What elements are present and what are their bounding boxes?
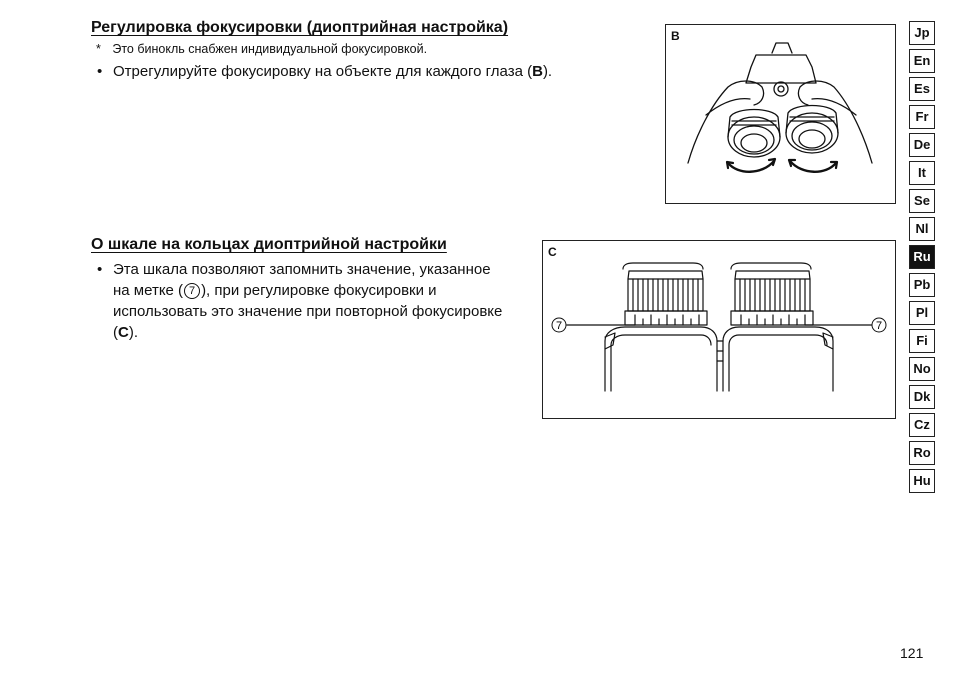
callout-right: 7	[875, 320, 883, 332]
figure-reference: B	[532, 63, 543, 80]
binocular-eyepieces-illustration	[543, 241, 895, 418]
callout-marker: 7	[184, 283, 200, 299]
tab-language-no[interactable]: No	[909, 357, 935, 381]
figure-c-diopter-scale	[542, 240, 896, 419]
bullet-text-end: ).	[128, 324, 139, 341]
figure-b-binocular-adjustment	[665, 24, 896, 204]
section-heading-focus: Регулировка фокусировки (диоптрийная настройка)	[91, 19, 509, 36]
tab-language-se[interactable]: Se	[909, 189, 935, 213]
tab-language-ru[interactable]: Ru	[909, 245, 935, 269]
bullet-text: Эта шкала позволяют запомнить значение, указанное на метке (	[113, 261, 491, 299]
callout-left: 7	[555, 320, 563, 332]
binocular-hands-illustration	[666, 25, 895, 203]
tab-language-es[interactable]: Es	[909, 77, 935, 101]
tab-language-fi[interactable]: Fi	[909, 329, 935, 353]
language-tabs	[909, 21, 935, 497]
tab-language-en[interactable]: En	[909, 49, 935, 73]
bullet-text: Отрегулируйте фокусировку на объекте для каждого глаза (	[113, 63, 533, 80]
tab-language-pb[interactable]: Pb	[909, 273, 935, 297]
bullet-text-end: ).	[542, 63, 553, 80]
tab-language-nl[interactable]: Nl	[909, 217, 935, 241]
tab-language-jp[interactable]: Jp	[909, 21, 935, 45]
bullet-item-scale: • Эта шкала позволяют запомнить значение, указанное на метке ( 7 ), при регулировке фокусировки и использовать это значение при повторной фокусировке (C).	[97, 261, 503, 341]
figure-label: B	[671, 29, 680, 43]
tab-language-de[interactable]: De	[909, 133, 935, 157]
section-heading-diopter-scale: О шкале на кольцах диоптрийной настройки	[91, 236, 447, 253]
tab-language-cz[interactable]: Cz	[909, 413, 935, 437]
tab-language-dk[interactable]: Dk	[909, 385, 935, 409]
figure-label: C	[548, 245, 557, 259]
note-marker: *	[96, 42, 101, 56]
note-text: Это бинокль снабжен индивидуальной фокусировкой.	[112, 42, 428, 56]
tab-language-it[interactable]: It	[909, 161, 935, 185]
note	[96, 42, 427, 56]
bullet-item-focus: • Отрегулируйте фокусировку на объекте для каждого глаза (B).	[97, 63, 553, 80]
figure-reference: C	[118, 324, 129, 341]
tab-language-fr[interactable]: Fr	[909, 105, 935, 129]
page-number: 121	[900, 645, 924, 661]
tab-language-ro[interactable]: Ro	[909, 441, 935, 465]
tab-language-hu[interactable]: Hu	[909, 469, 935, 493]
tab-language-pl[interactable]: Pl	[909, 301, 935, 325]
bullet-text-middle: ), при регулировке фокусировки и использовать это значение при повторной фокусировке (	[113, 282, 503, 341]
